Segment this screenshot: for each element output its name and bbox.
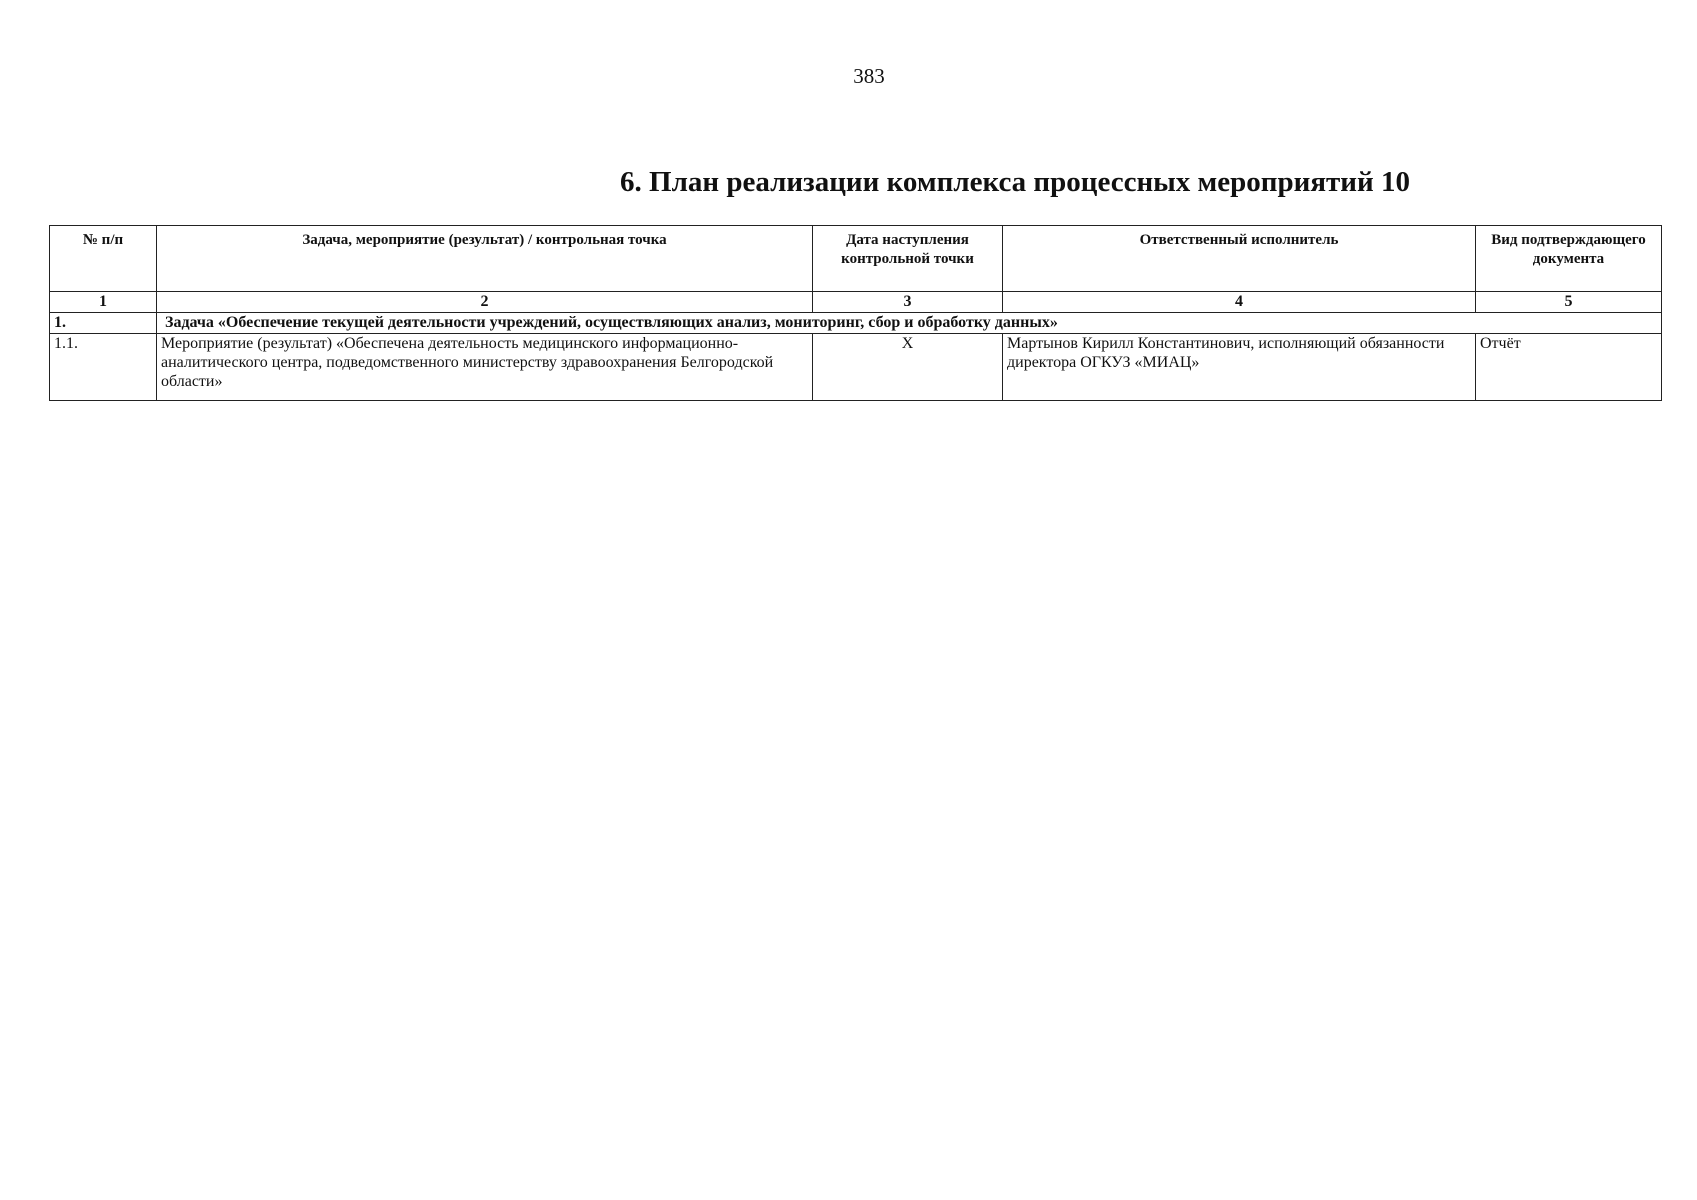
task-num: 1. [50,313,157,334]
column-number: 3 [813,292,1003,313]
column-number: 2 [157,292,813,313]
task-row [50,313,1662,334]
plan-table [49,225,1662,401]
column-number: 4 [1003,292,1476,313]
page-number: 383 [853,64,885,88]
header-row [50,226,1662,292]
activity-row [50,334,1662,401]
activity-date: X [813,334,1003,401]
activity-responsible: Мартынов Кирилл Константинович, исполняющий обязанности директора ОГКУЗ «МИАЦ» [1003,334,1476,401]
task-text: Задача «Обеспечение текущей деятельности учреждений, осуществляющих анализ, мониторинг, сбор и обработку данных» [157,313,1662,334]
page-title: 6. План реализации комплекса процессных мероприятий 10 [620,166,1410,198]
header-task: Задача, мероприятие (результат) / контрольная точка [157,226,813,292]
activity-doc: Отчёт [1476,334,1662,401]
column-number: 5 [1476,292,1662,313]
header-date: Дата наступления контрольной точки [813,226,1003,292]
header-num: № п/п [50,226,157,292]
column-numbers-row [50,292,1662,313]
column-number: 1 [50,292,157,313]
activity-num: 1.1. [50,334,157,401]
header-responsible: Ответственный исполнитель [1003,226,1476,292]
header-doc: Вид подтверждающего документа [1476,226,1662,292]
activity-text: Мероприятие (результат) «Обеспечена деятельность медицинского информационно-аналитического центра, подведомственного министерству здравоохранения Белгородской области» [157,334,813,401]
